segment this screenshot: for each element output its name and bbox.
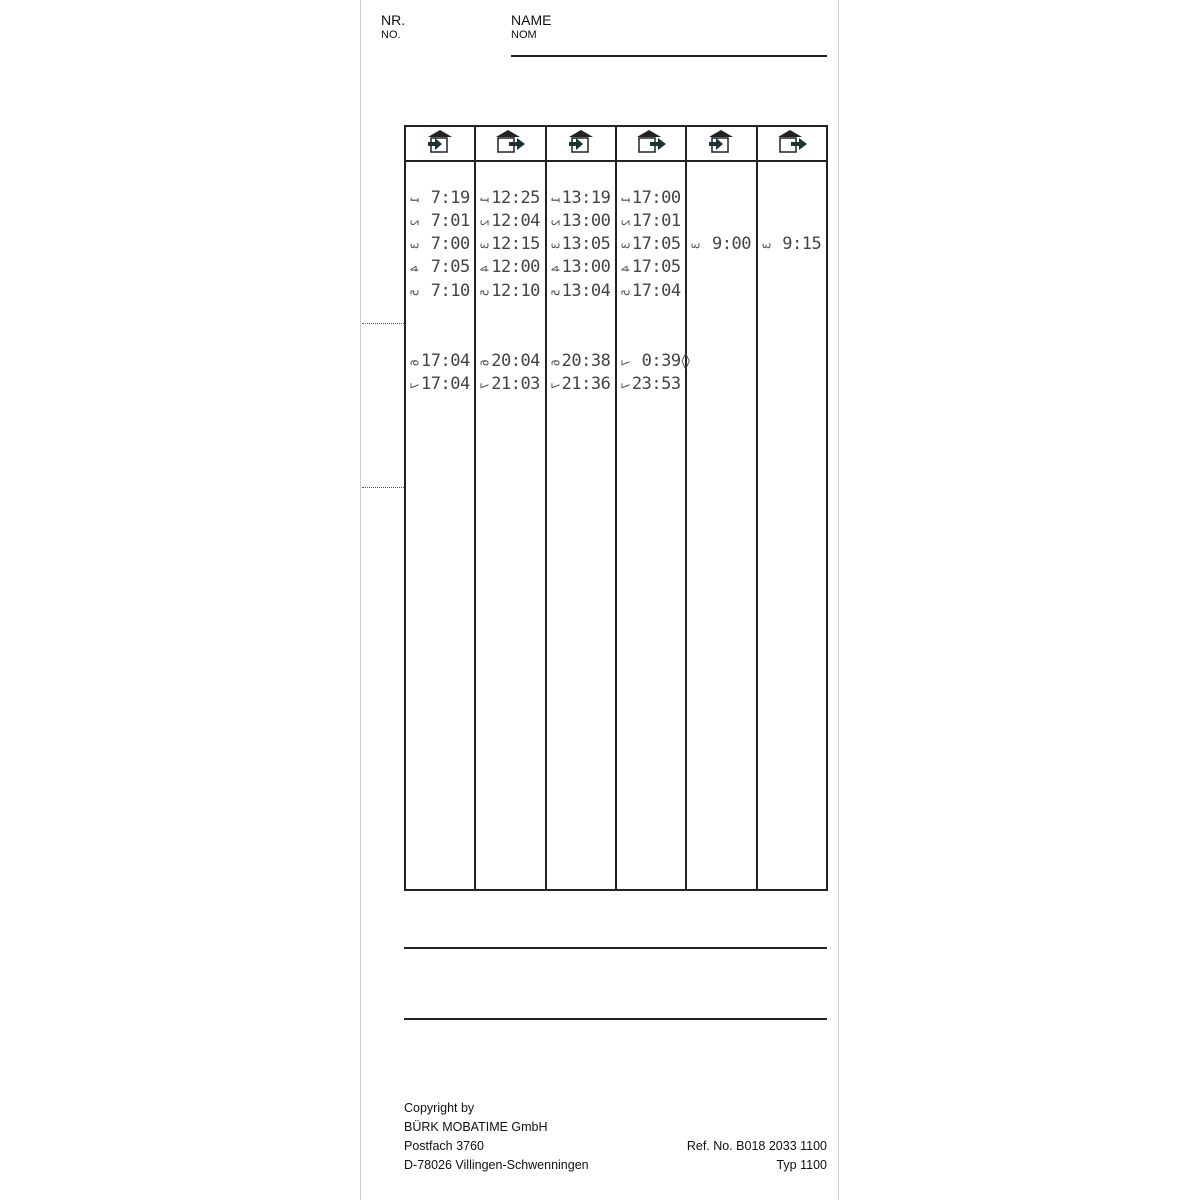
weekday-mark: 6 (408, 359, 422, 366)
time-value: 9:00 (702, 234, 751, 254)
time-value: 13:04 (561, 281, 611, 301)
time-stamp (479, 188, 540, 208)
exit-house-icon (775, 140, 809, 157)
typ: Typ 1100 (776, 1158, 827, 1172)
weekday-mark: 5 (619, 289, 633, 296)
time-column (686, 161, 756, 890)
time-stamp (620, 188, 681, 208)
time-value: 13:19 (561, 188, 611, 208)
time-value: 23:53 (631, 374, 681, 394)
time-value: 0:39◊ (631, 351, 691, 371)
signature-line (404, 947, 827, 949)
time-value: 7:01 (421, 211, 470, 231)
weekday-mark: 7 (619, 382, 633, 389)
time-value: 20:38 (561, 351, 611, 371)
time-value: 12:10 (491, 281, 540, 301)
signature-line (404, 1018, 827, 1020)
column-header (616, 126, 686, 161)
no-label: NO. (381, 29, 401, 41)
weekday-mark: 4 (549, 265, 563, 272)
time-stamp (409, 234, 470, 254)
time-stamp (479, 211, 540, 231)
weekday-mark: 2 (619, 219, 633, 226)
copyright-block (404, 1099, 589, 1175)
weekday-mark: 3 (760, 242, 774, 249)
nr-label: NR. (381, 12, 406, 28)
time-value: 17:04 (421, 351, 470, 371)
column-header (757, 126, 827, 161)
time-value: 17:01 (631, 211, 681, 231)
ref-number: Ref. No. B018 2033 1100 (686, 1139, 827, 1153)
time-value: 7:19 (421, 188, 470, 208)
time-value: 13:05 (561, 234, 611, 254)
company: BÜRK MOBATIME GmbH (404, 1120, 548, 1134)
weekday-mark: 2 (549, 219, 563, 226)
weekday-mark: 4 (408, 265, 422, 272)
time-stamp (620, 234, 681, 254)
time-value: 17:05 (631, 234, 681, 254)
time-stamp (620, 211, 681, 231)
time-column (616, 161, 691, 890)
time-value: 17:04 (421, 374, 470, 394)
time-column (405, 161, 475, 890)
time-stamp (550, 211, 611, 231)
weekday-mark: 7 (478, 382, 492, 389)
time-value: 7:10 (421, 281, 470, 301)
time-stamp (409, 188, 470, 208)
ref-block (687, 1137, 827, 1175)
time-stamp (409, 351, 470, 371)
weekday-mark: 1 (478, 196, 492, 203)
weekday-mark: 3 (619, 242, 633, 249)
time-value: 9:15 (772, 234, 822, 254)
time-stamp (550, 234, 611, 254)
weekday-mark: 2 (478, 219, 492, 226)
weekday-mark: 1 (549, 196, 563, 203)
enter-house-icon (566, 140, 596, 157)
time-value: 13:00 (561, 211, 611, 231)
time-column (475, 161, 545, 890)
time-value: 21:03 (491, 374, 540, 394)
copyright: Copyright by (404, 1101, 475, 1115)
time-stamp (479, 374, 540, 394)
city: D-78026 Villingen-Schwenningen (404, 1158, 589, 1172)
column-header (546, 126, 616, 161)
time-stamp (409, 211, 470, 231)
card-right-edge (838, 0, 839, 1200)
time-stamp (409, 281, 470, 301)
time-stamp (620, 257, 681, 277)
weekday-mark: 5 (478, 289, 492, 296)
time-stamp (620, 281, 681, 301)
weekday-mark: 7 (408, 382, 422, 389)
postfach: Postfach 3760 (404, 1139, 484, 1153)
weekday-mark: 7 (549, 382, 563, 389)
time-stamp (550, 188, 611, 208)
time-value: 17:05 (631, 257, 681, 277)
weekday-mark: 4 (478, 265, 492, 272)
exit-house-icon (634, 140, 668, 157)
exit-house-icon (493, 140, 527, 157)
enter-house-icon (425, 140, 455, 157)
weekday-mark: 1 (619, 196, 633, 203)
weekday-mark: 2 (408, 219, 422, 226)
time-stamp (620, 351, 690, 371)
time-stamp (409, 374, 470, 394)
time-value: 17:04 (631, 281, 681, 301)
weekday-mark: 7 (619, 359, 633, 366)
weekday-mark: 3 (549, 242, 563, 249)
time-value: 7:00 (421, 234, 470, 254)
time-stamp (550, 351, 611, 371)
name-field-line[interactable] (511, 55, 827, 57)
time-stamp (550, 257, 611, 277)
time-stamp (479, 234, 540, 254)
weekday-mark: 3 (478, 242, 492, 249)
time-stamp (409, 257, 470, 277)
weekday-mark: 3 (689, 242, 703, 249)
nom-label: NOM (511, 29, 537, 41)
name-label: NAME (511, 12, 552, 28)
time-column (546, 161, 616, 890)
weekday-mark: 6 (549, 359, 563, 366)
time-stamp (550, 281, 611, 301)
weekday-mark: 5 (408, 289, 422, 296)
time-stamp (761, 234, 822, 254)
weekday-mark: 3 (408, 242, 422, 249)
weekday-mark: 1 (408, 196, 422, 203)
dotted-mark (362, 323, 404, 324)
time-value: 7:05 (421, 257, 470, 277)
time-stamp (620, 374, 681, 394)
weekday-mark: 6 (478, 359, 492, 366)
time-value: 12:04 (491, 211, 540, 231)
time-value: 20:04 (491, 351, 540, 371)
column-header (686, 126, 756, 161)
time-stamp (479, 281, 540, 301)
time-stamp (479, 351, 540, 371)
weekday-mark: 4 (619, 265, 633, 272)
time-value: 21:36 (561, 374, 611, 394)
time-value: 12:25 (491, 188, 540, 208)
time-column (757, 161, 827, 890)
time-value: 17:00 (631, 188, 681, 208)
time-value: 12:15 (491, 234, 540, 254)
time-stamp (690, 234, 751, 254)
time-table (404, 125, 828, 891)
dotted-mark (362, 487, 404, 488)
column-header (475, 126, 545, 161)
card-left-edge (360, 0, 361, 1200)
time-stamp (550, 374, 611, 394)
weekday-mark: 5 (549, 289, 563, 296)
time-value: 12:00 (491, 257, 540, 277)
time-value: 13:00 (561, 257, 611, 277)
enter-house-icon (706, 140, 736, 157)
column-header (405, 126, 475, 161)
time-stamp (479, 257, 540, 277)
